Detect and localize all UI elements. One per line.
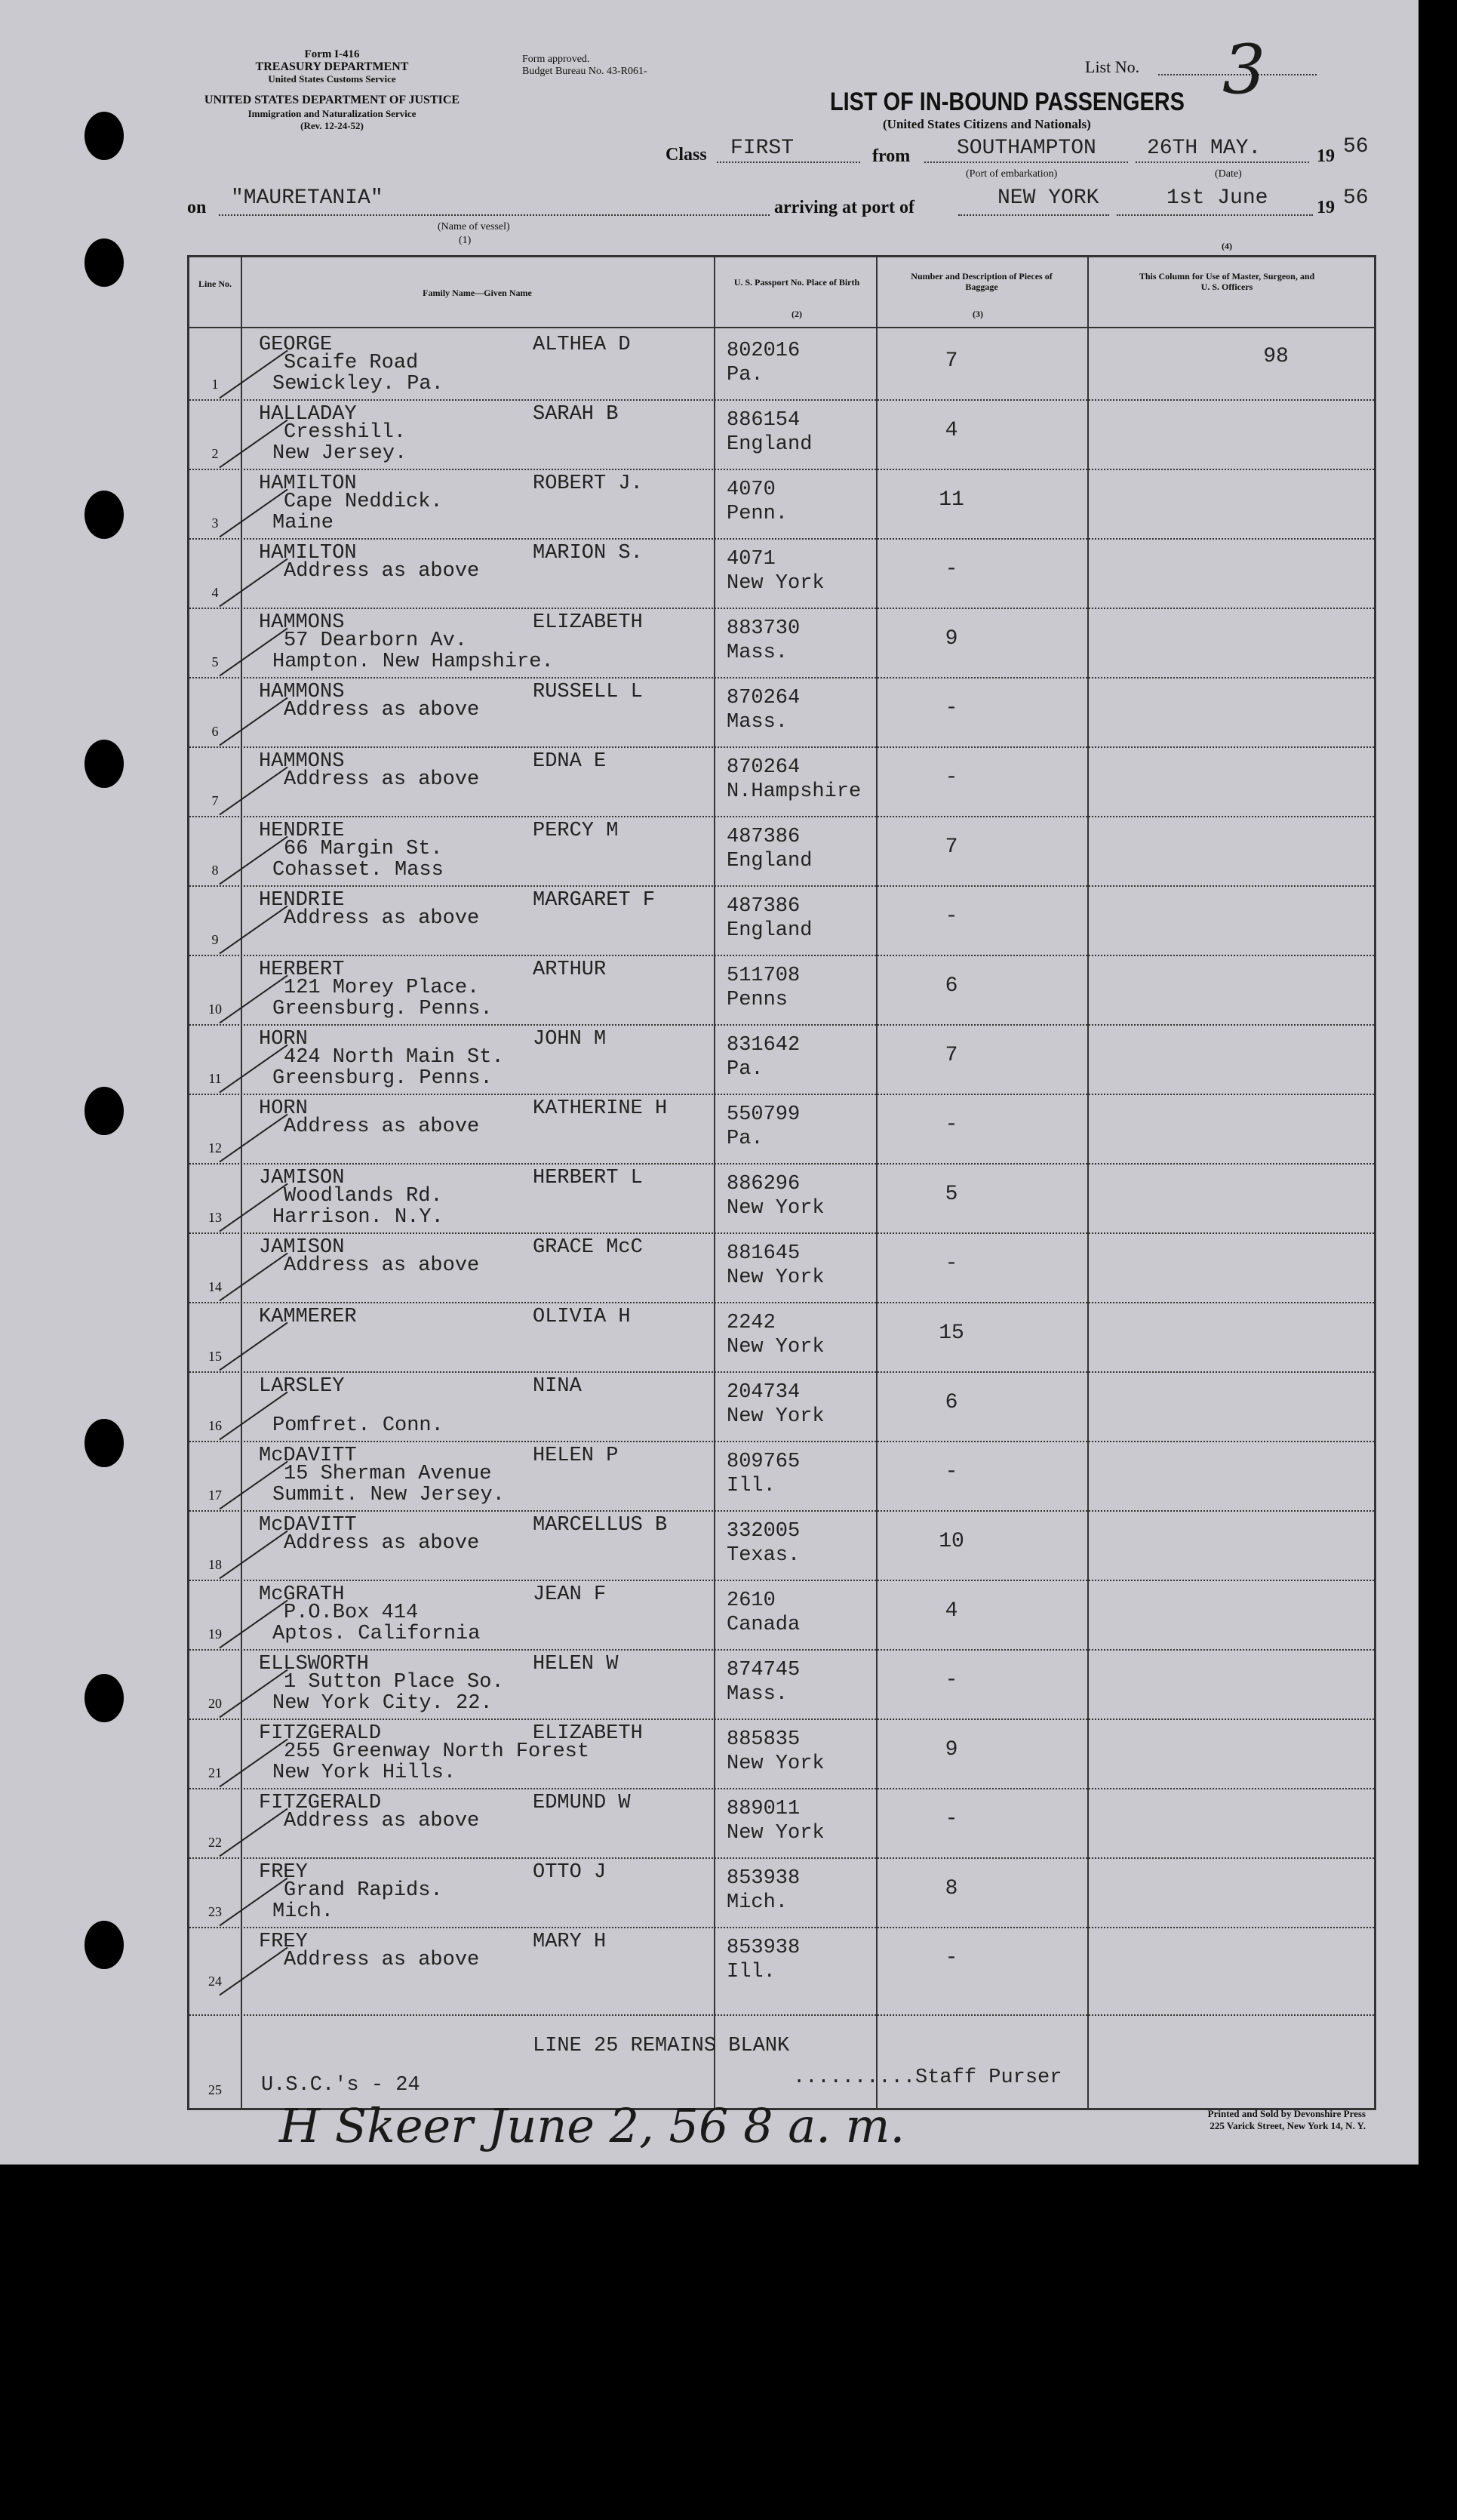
- address-line-2: Pomfret. Conn.: [272, 1414, 444, 1437]
- baggage-count: 7: [945, 349, 958, 373]
- place-of-birth: New York: [727, 1197, 825, 1220]
- family-name: McDAVITT: [259, 1514, 357, 1537]
- year-prefix-2: 19: [1317, 198, 1335, 217]
- given-name: OLIVIA H: [533, 1306, 631, 1328]
- row-divider: [189, 538, 1374, 540]
- year-prefix-1: 19: [1317, 146, 1335, 166]
- row-divider: [189, 608, 1374, 609]
- row-divider: [189, 1718, 1374, 1720]
- embark-date-line: [1136, 162, 1309, 163]
- baggage-count: 6: [945, 1391, 958, 1414]
- line-number: 1: [211, 377, 219, 392]
- table-row: [189, 1024, 1374, 1094]
- vessel-line: [219, 214, 770, 216]
- place-of-birth: New York: [727, 1752, 825, 1775]
- place-of-birth: Mass.: [727, 711, 788, 734]
- row-divider: [189, 1094, 1374, 1095]
- line-number: 20: [208, 1696, 222, 1711]
- family-name: ELLSWORTH: [259, 1653, 369, 1675]
- row-divider: [189, 746, 1374, 748]
- family-name: HAMILTON: [259, 472, 357, 495]
- punch-hole: [85, 1087, 124, 1135]
- printer-line-2: 225 Varick Street, New York 14, N. Y.: [1210, 2120, 1366, 2131]
- line-number: 9: [211, 932, 219, 947]
- officer-note: 98: [1263, 345, 1289, 368]
- given-name: MARGARET F: [533, 889, 656, 912]
- printer-line-1: Printed and Sold by Devonshire Press: [1207, 2108, 1366, 2119]
- address-line-1: Address as above: [284, 1115, 480, 1138]
- line-number: 15: [208, 1349, 222, 1364]
- immigration-service: Immigration and Naturalization Service: [247, 108, 417, 119]
- address-line-1: Address as above: [284, 699, 480, 722]
- header-name: Family Name—Given Name: [423, 288, 532, 298]
- passport-number: 809765: [727, 1451, 801, 1473]
- table-row: [189, 538, 1374, 608]
- uscs-count: U.S.C.'s - 24: [261, 2074, 420, 2097]
- table-row: [189, 1302, 1374, 1371]
- row-divider: [189, 1510, 1374, 1512]
- given-name: EDNA E: [533, 750, 607, 773]
- vessel-caption: (Name of vessel): [438, 221, 510, 232]
- line-number: 5: [211, 654, 219, 669]
- place-of-birth: Ill.: [727, 1961, 776, 1983]
- line-number: 6: [211, 724, 219, 739]
- header-passport: U. S. Passport No. Place of Birth: [733, 277, 860, 288]
- address-line-1: Address as above: [284, 768, 480, 791]
- table-row: [189, 1371, 1374, 1441]
- line-number: 22: [208, 1835, 222, 1850]
- table-row: [189, 330, 1374, 399]
- table-row: [189, 1510, 1374, 1580]
- baggage-count: 11: [939, 488, 964, 512]
- baggage-count: 9: [945, 1738, 958, 1762]
- family-name: HAMMONS: [259, 611, 345, 634]
- family-name: HAMILTON: [259, 542, 357, 565]
- line-25-text: LINE 25 REMAINS BLANK: [533, 2035, 790, 2057]
- address-line-1: Scaife Road: [284, 352, 419, 374]
- baggage-count: 10: [939, 1530, 964, 1553]
- row-divider: [189, 1302, 1374, 1303]
- line-number: 16: [208, 1418, 222, 1433]
- table-row: [189, 1927, 1374, 1996]
- passport-number: 4070: [727, 478, 776, 501]
- family-name: FREY: [259, 1861, 308, 1884]
- arriving-label: arriving at port of: [774, 198, 914, 217]
- given-name: OTTO J: [533, 1861, 607, 1884]
- row-divider: [189, 1024, 1374, 1026]
- place-of-birth: New York: [727, 572, 825, 595]
- address-line-1: Grand Rapids.: [284, 1879, 443, 1902]
- given-name: ALTHEA D: [533, 334, 631, 356]
- passport-number: 853938: [727, 1937, 801, 1959]
- baggage-count: -: [945, 1808, 958, 1831]
- family-name: JAMISON: [259, 1236, 345, 1259]
- treasury-department: TREASURY DEPARTMENT: [255, 60, 409, 73]
- given-name: ARTHUR: [533, 958, 607, 981]
- row-divider: [189, 1371, 1374, 1373]
- given-name: GRACE McC: [533, 1236, 643, 1259]
- table-row: [189, 1857, 1374, 1927]
- header-col4: (4): [1222, 241, 1232, 251]
- document-title: LIST OF IN-BOUND PASSENGERS: [830, 88, 1185, 116]
- line-number: 21: [208, 1765, 222, 1780]
- address-line-1: 57 Dearborn Av.: [284, 629, 468, 652]
- given-name: RUSSELL L: [533, 681, 643, 703]
- line-number: 24: [208, 1974, 222, 1989]
- table-row: [189, 1788, 1374, 1857]
- place-of-birth: Mich.: [727, 1891, 788, 1914]
- address-line-1: Address as above: [284, 1254, 480, 1277]
- given-name: KATHERINE H: [533, 1097, 668, 1120]
- table-row: [189, 608, 1374, 677]
- place-of-birth: Texas.: [727, 1544, 801, 1567]
- row-divider: [189, 1857, 1374, 1859]
- family-name: LARSLEY: [259, 1375, 345, 1398]
- arrival-date-line: [1117, 214, 1313, 216]
- address-line-1: Address as above: [284, 907, 480, 930]
- given-name: MARY H: [533, 1931, 607, 1953]
- baggage-count: -: [945, 697, 958, 720]
- address-line-1: 15 Sherman Avenue: [284, 1463, 492, 1485]
- passport-number: 204734: [727, 1381, 801, 1404]
- passport-number: 2242: [727, 1312, 776, 1334]
- address-line-1: Cresshill.: [284, 421, 407, 444]
- arrival-date: 1st June: [1167, 186, 1268, 210]
- table-row: [189, 1441, 1374, 1510]
- passport-number: 886296: [727, 1173, 801, 1195]
- table-row: [189, 955, 1374, 1024]
- line-number: 7: [211, 793, 219, 808]
- header-col3: (3): [973, 309, 983, 319]
- family-name: HAMMONS: [259, 681, 345, 703]
- place-of-birth: England: [727, 433, 813, 456]
- address-line-2: Sewickley. Pa.: [272, 373, 444, 395]
- header-line-no: Line No.: [198, 278, 232, 289]
- place-of-birth: Ill.: [727, 1475, 776, 1497]
- arrival-port: NEW YORK: [997, 186, 1099, 210]
- passport-number: 883730: [727, 617, 801, 640]
- passport-number: 487386: [727, 826, 801, 848]
- row-divider: [189, 1163, 1374, 1165]
- row-divider: [189, 1232, 1374, 1234]
- baggage-count: 6: [945, 974, 958, 998]
- vessel-name: "MAURETANIA": [231, 186, 383, 210]
- revision: (Rev. 12-24-52): [300, 120, 364, 131]
- form-number: Form I-416: [304, 48, 360, 60]
- budget-bureau: Budget Bureau No. 43-R061-: [522, 66, 647, 77]
- baggage-count: -: [945, 558, 958, 581]
- given-name: JOHN M: [533, 1028, 607, 1051]
- family-name: HALLADAY: [259, 403, 357, 426]
- embark-date: 26TH MAY.: [1147, 137, 1262, 160]
- row-divider: [189, 399, 1374, 401]
- address-line-2: Greensburg. Penns.: [272, 998, 493, 1020]
- address-line-2: Cohasset. Mass: [272, 859, 444, 882]
- address-line-1: P.O.Box 414: [284, 1602, 419, 1624]
- passport-number: 885835: [727, 1728, 801, 1751]
- place-of-birth: N.Hampshire: [727, 780, 862, 803]
- header-officers: This Column for Use of Master, Surgeon, and U. S. Officers: [1139, 271, 1315, 292]
- passport-number: 853938: [727, 1867, 801, 1890]
- punch-hole: [85, 740, 124, 788]
- line-number: 13: [208, 1210, 222, 1225]
- given-name: HELEN W: [533, 1653, 619, 1675]
- from-label: from: [872, 146, 911, 166]
- column-1-number: (1): [459, 235, 472, 246]
- given-name: JEAN F: [533, 1583, 607, 1606]
- given-name: HELEN P: [533, 1445, 619, 1467]
- place-of-birth: Penn.: [727, 503, 788, 525]
- family-name: HORN: [259, 1097, 308, 1120]
- place-of-birth: New York: [727, 1405, 825, 1428]
- address-line-2: Mich.: [272, 1900, 334, 1923]
- place-of-birth: New York: [727, 1822, 825, 1845]
- baggage-count: -: [945, 1946, 958, 1970]
- address-line-2: Hampton. New Hampshire.: [272, 651, 554, 673]
- given-name: MARION S.: [533, 542, 643, 565]
- address-line-2: Harrison. N.Y.: [272, 1206, 444, 1229]
- row-divider: [189, 955, 1374, 956]
- given-name: NINA: [533, 1375, 582, 1398]
- date-caption: (Date): [1215, 168, 1242, 180]
- row-divider: [189, 885, 1374, 887]
- table-row: [189, 469, 1374, 538]
- family-name: FREY: [259, 1931, 308, 1953]
- place-of-birth: New York: [727, 1336, 825, 1358]
- embark-caption: (Port of embarkation): [966, 168, 1058, 180]
- address-line-1: Woodlands Rd.: [284, 1185, 443, 1208]
- place-of-birth: Canada: [727, 1614, 801, 1636]
- passport-number: 2610: [727, 1589, 776, 1612]
- customs-service: United States Customs Service: [268, 73, 396, 85]
- passenger-table: [187, 241, 1376, 2110]
- place-of-birth: Pa.: [727, 1128, 764, 1150]
- line-number: 3: [211, 515, 219, 531]
- row-divider: [189, 1580, 1374, 1581]
- family-name: McDAVITT: [259, 1445, 357, 1467]
- place-of-birth: Pa.: [727, 364, 764, 386]
- baggage-count: -: [945, 1113, 958, 1137]
- table-row: [189, 1094, 1374, 1163]
- year-2: 56: [1343, 186, 1369, 210]
- class-value: FIRST: [730, 137, 795, 160]
- address-line-1: Address as above: [284, 560, 480, 583]
- passport-number: 550799: [727, 1103, 801, 1126]
- punch-hole: [85, 112, 124, 160]
- row-divider: [189, 1927, 1374, 1928]
- line-number: 4: [211, 585, 219, 600]
- class-label: Class: [665, 145, 707, 165]
- baggage-count: 4: [945, 1599, 958, 1623]
- from-value: SOUTHAMPTON: [957, 137, 1096, 160]
- baggage-count: 15: [939, 1322, 964, 1345]
- baggage-count: -: [945, 905, 958, 928]
- punch-hole: [85, 238, 124, 287]
- baggage-count: -: [945, 1252, 958, 1275]
- line-number: 18: [208, 1557, 222, 1572]
- table-row: [189, 1580, 1374, 1649]
- address-line-1: 255 Greenway North Forest: [284, 1740, 590, 1763]
- place-of-birth: Penns: [727, 989, 788, 1011]
- baggage-count: 7: [945, 1044, 958, 1067]
- place-of-birth: England: [727, 919, 813, 942]
- family-name: HENDRIE: [259, 889, 345, 912]
- place-of-birth: England: [727, 850, 813, 872]
- table-row: [189, 885, 1374, 955]
- port-line: [958, 214, 1109, 216]
- given-name: ELIZABETH: [533, 611, 643, 634]
- passport-number: 889011: [727, 1798, 801, 1820]
- family-name: HORN: [259, 1028, 308, 1051]
- row-divider: [189, 469, 1374, 470]
- family-name: FITZGERALD: [259, 1722, 382, 1745]
- list-no-label: List No.: [1085, 57, 1140, 76]
- passport-number: 870264: [727, 756, 801, 779]
- table-row: [189, 816, 1374, 885]
- table-row: [189, 399, 1374, 469]
- given-name: SARAH B: [533, 403, 619, 426]
- address-line-1: Address as above: [284, 1810, 480, 1832]
- passport-number: 874745: [727, 1659, 801, 1682]
- family-name: KAMMERER: [259, 1306, 357, 1328]
- given-name: MARCELLUS B: [533, 1514, 668, 1537]
- baggage-count: -: [945, 1669, 958, 1692]
- given-name: EDMUND W: [533, 1792, 631, 1814]
- header-divider: [189, 327, 1374, 328]
- line-number: 19: [208, 1626, 222, 1642]
- family-name: McGRATH: [259, 1583, 345, 1606]
- place-of-birth: Pa.: [727, 1058, 764, 1081]
- table-row: [189, 1718, 1374, 1788]
- address-line-1: Address as above: [284, 1949, 480, 1971]
- passport-number: 332005: [727, 1520, 801, 1543]
- passport-number: 487386: [727, 895, 801, 918]
- staff-purser: ..........Staff Purser: [793, 2066, 1062, 2089]
- department-of-justice: UNITED STATES DEPARTMENT OF JUSTICE: [204, 94, 460, 106]
- address-line-2: Greensburg. Penns.: [272, 1067, 493, 1090]
- address-line-1: Address as above: [284, 1532, 480, 1555]
- line-number: 2: [211, 446, 219, 461]
- line-number: 23: [208, 1904, 222, 1919]
- family-name: JAMISON: [259, 1167, 345, 1189]
- family-name: HENDRIE: [259, 820, 345, 842]
- line-number: 25: [208, 2082, 222, 2097]
- address-line-1: Cape Neddick.: [284, 491, 443, 513]
- passport-number: 831642: [727, 1034, 801, 1057]
- family-name: FITZGERALD: [259, 1792, 382, 1814]
- passport-number: 886154: [727, 409, 801, 432]
- address-line-1: 66 Margin St.: [284, 838, 443, 860]
- header-baggage: Number and Description of Pieces of Baggage: [911, 271, 1053, 292]
- passport-number: 802016: [727, 340, 801, 362]
- table-row: [189, 1232, 1374, 1302]
- table-row: [189, 1649, 1374, 1718]
- baggage-count: 4: [945, 419, 958, 442]
- punch-hole: [85, 491, 124, 539]
- place-of-birth: Mass.: [727, 1683, 788, 1706]
- passport-number: 881645: [727, 1242, 801, 1265]
- row-divider: [189, 1788, 1374, 1789]
- line-number: 12: [208, 1140, 222, 1155]
- line-number: 8: [211, 863, 219, 878]
- punch-hole: [85, 1419, 124, 1467]
- place-of-birth: New York: [727, 1266, 825, 1289]
- address-line-2: Summit. New Jersey.: [272, 1484, 505, 1506]
- given-name: PERCY M: [533, 820, 619, 842]
- address-line-2: Maine: [272, 512, 334, 534]
- row-divider: [189, 677, 1374, 678]
- family-name: HERBERT: [259, 958, 345, 981]
- family-name: HAMMONS: [259, 750, 345, 773]
- place-of-birth: Mass.: [727, 642, 788, 664]
- address-line-2: New Jersey.: [272, 442, 407, 465]
- line-number: 10: [208, 1002, 222, 1017]
- family-name: GEORGE: [259, 334, 333, 356]
- address-line-1: 1 Sutton Place So.: [284, 1671, 504, 1694]
- baggage-count: 7: [945, 835, 958, 859]
- form-approved: Form approved.: [522, 54, 590, 65]
- handwritten-signature: H Skeer June 2, 56 8 a. m.: [279, 2098, 905, 2153]
- line-number: 17: [208, 1488, 222, 1503]
- row-divider: [189, 816, 1374, 817]
- line-number: 14: [208, 1279, 222, 1294]
- baggage-count: 8: [945, 1877, 958, 1900]
- passport-number: 4071: [727, 548, 776, 571]
- address-line-2: New York Hills.: [272, 1762, 456, 1784]
- line-number: 11: [208, 1071, 222, 1086]
- table-row: [189, 746, 1374, 816]
- year-1: 56: [1343, 135, 1369, 158]
- address-line-2: New York City. 22.: [272, 1692, 493, 1715]
- table-row: [189, 1163, 1374, 1232]
- passport-number: 870264: [727, 687, 801, 709]
- passport-number: 511708: [727, 965, 801, 987]
- list-no-value: 3: [1222, 30, 1266, 109]
- baggage-count: 9: [945, 627, 958, 651]
- from-line: [924, 162, 1128, 163]
- table-row: [189, 677, 1374, 746]
- address-line-1: 121 Morey Place.: [284, 977, 480, 999]
- row-divider: [189, 1649, 1374, 1651]
- on-label: on: [187, 198, 207, 217]
- document-subtitle: (United States Citizens and Nationals): [883, 117, 1091, 131]
- punch-hole: [85, 1921, 124, 1969]
- class-line: [717, 162, 860, 163]
- line-25: [189, 2014, 1374, 2108]
- punch-hole: [85, 1674, 124, 1722]
- header-col2: (2): [792, 309, 802, 319]
- given-name: ROBERT J.: [533, 472, 643, 495]
- baggage-count: -: [945, 766, 958, 789]
- address-line-2: Aptos. California: [272, 1623, 481, 1645]
- baggage-count: 5: [945, 1183, 958, 1206]
- given-name: ELIZABETH: [533, 1722, 643, 1745]
- given-name: HERBERT L: [533, 1167, 643, 1189]
- baggage-count: -: [945, 1460, 958, 1484]
- row-divider: [189, 1441, 1374, 1442]
- address-line-1: 424 North Main St.: [284, 1046, 504, 1069]
